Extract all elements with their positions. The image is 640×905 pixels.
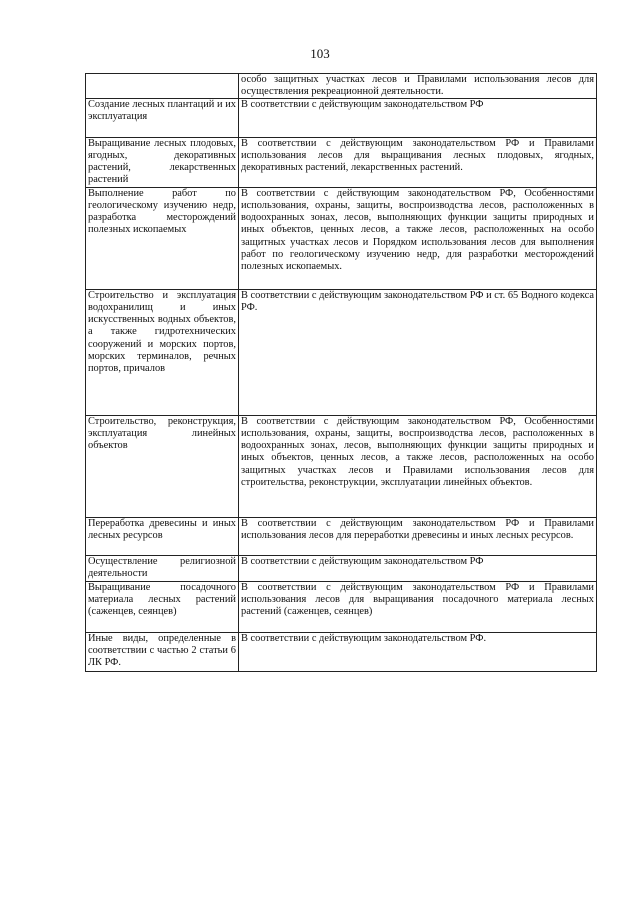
- regulation-cell: В соответствии с действующим законодательством РФ и Правилами использования лесов для выращивания лесных плодовых, ягодных, декоративных растений, лекарственных растений.: [239, 138, 597, 188]
- table-row: [86, 99, 597, 138]
- table-row: [86, 290, 597, 416]
- table-row: [86, 138, 597, 188]
- activity-cell: Переработка древесины и иных лесных ресурсов: [86, 518, 239, 556]
- regulation-cell: В соответствии с действующим законодательством РФ, Особенностями использования, охраны, защиты, воспроизводства лесов, расположенных в водоохранных зонах, лесов, выполняющих функции защиты природных и иных объектов, ценных лесов, а также лесов, расположенных на особо защитных участках лесов и Правилами использования лесов для строительства, реконструкции, эксплуатации линейных объектов.: [239, 416, 597, 518]
- table-row: [86, 416, 597, 518]
- table-row: [86, 188, 597, 290]
- activity-cell: Строительство, реконструкция, эксплуатация линейных объектов: [86, 416, 239, 518]
- regulation-cell: В соответствии с действующим законодательством РФ и Правилами использования лесов для выращивания посадочного материала лесных растений (саженцев, сеянцев): [239, 582, 597, 633]
- activity-cell: [86, 74, 239, 99]
- regulation-cell: В соответствии с действующим законодательством РФ: [239, 556, 597, 582]
- regulation-cell: В соответствии с действующим законодательством РФ, Особенностями использования, охраны, защиты, воспроизводства лесов, расположенных в водоохранных зонах, лесов, выполняющих функции защиты природных и иных объектов, ценных лесов, а также лесов, расположенных на особо защитных участках лесов и Порядком использования лесов для выполнения работ по геологическому изучению недр, для разработки месторождений полезных ископаемых.: [239, 188, 597, 290]
- table-row: [86, 556, 597, 582]
- forest-use-table: [85, 73, 597, 672]
- regulation-cell: особо защитных участках лесов и Правилами использования лесов для осуществления рекреационной деятельности.: [239, 74, 597, 99]
- regulation-cell: В соответствии с действующим законодательством РФ и ст. 65 Водного кодекса РФ.: [239, 290, 597, 416]
- table-row: [86, 582, 597, 633]
- activity-cell: Иные виды, определенные в соответствии с частью 2 статьи 6 ЛК РФ.: [86, 633, 239, 672]
- activity-cell: Выполнение работ по геологическому изучению недр, разработка месторождений полезных ископаемых: [86, 188, 239, 290]
- regulation-cell: В соответствии с действующим законодательством РФ.: [239, 633, 597, 672]
- activity-cell: Строительство и эксплуатация водохранилищ и иных искусственных водных объектов, а также гидротехнических сооружений и морских портов, морских терминалов, речных портов, причалов: [86, 290, 239, 416]
- regulation-cell: В соответствии с действующим законодательством РФ: [239, 99, 597, 138]
- regulation-cell: В соответствии с действующим законодательством РФ и Правилами использования лесов для переработки древесины и иных лесных ресурсов.: [239, 518, 597, 556]
- activity-cell: Осуществление религиозной деятельности: [86, 556, 239, 582]
- activity-cell: Выращивание лесных плодовых, ягодных, декоративных растений, лекарственных растений: [86, 138, 239, 188]
- table-row: [86, 74, 597, 99]
- table-row: [86, 518, 597, 556]
- activity-cell: Создание лесных плантаций и их эксплуатация: [86, 99, 239, 138]
- activity-cell: Выращивание посадочного материала лесных растений (саженцев, сеянцев): [86, 582, 239, 633]
- page-number: 103: [310, 46, 330, 61]
- table-row: [86, 633, 597, 672]
